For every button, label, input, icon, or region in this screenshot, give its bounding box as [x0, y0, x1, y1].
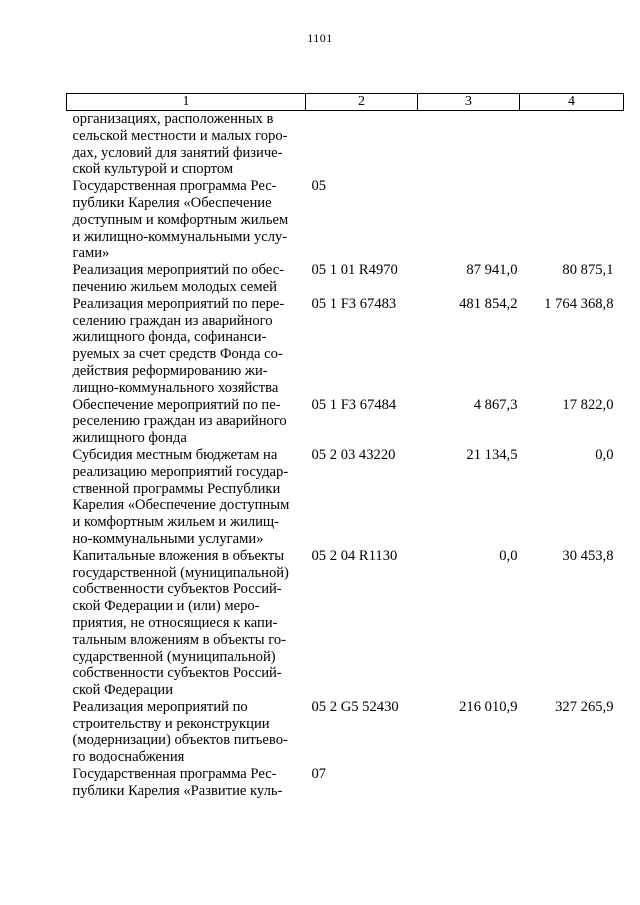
budget-table	[66, 93, 624, 800]
row-name-line: сельской местности и малых горо-	[72, 127, 288, 144]
row-value3-cell: 0,0	[499, 547, 518, 564]
row-name-line: и комфортным жильем и жилищ-	[72, 514, 280, 531]
table-row	[67, 262, 624, 296]
row-name-line: Обеспечение мероприятий по пе-	[72, 396, 281, 413]
row-name-line: государственной (муниципальной)	[72, 564, 289, 581]
row-name-line: руемых за счет средств Фонда со-	[72, 346, 283, 363]
row-value4-cell: 17 822,0	[562, 396, 614, 413]
row-name-cell	[67, 178, 306, 262]
row-code-cell: 05 1 F3 67483	[311, 295, 397, 312]
row-name-line: приятия, не относящиеся к капи-	[72, 614, 278, 631]
row-name-line: ской культурой и спортом	[72, 161, 234, 178]
row-value4-cell	[520, 766, 624, 800]
table-row	[67, 447, 624, 548]
row-name-line: действия реформированию жи-	[72, 362, 268, 379]
table-row	[67, 548, 624, 699]
row-name-line: Карелия «Обеспечение доступным	[72, 497, 290, 514]
column-header-1: 1	[67, 94, 306, 111]
row-value4-cell: 327 265,9	[555, 698, 614, 715]
row-name-line: Реализация мероприятий по обес-	[72, 262, 285, 279]
row-value3-cell	[418, 111, 520, 179]
row-name-line: собственности субъектов Россий-	[72, 665, 282, 682]
row-value3-cell: 481 854,2	[459, 295, 518, 312]
row-name-line: публики Карелия «Развитие куль-	[72, 782, 283, 799]
row-value4-cell: 30 453,8	[562, 547, 614, 564]
table-body	[67, 111, 624, 800]
row-code-cell: 05 1 01 R4970	[311, 262, 398, 279]
row-name-line: публики Карелия «Обеспечение	[72, 194, 272, 211]
row-name-line: тальным вложениям в объекты го-	[72, 631, 287, 648]
table-header-row	[67, 94, 624, 111]
row-name-cell	[67, 447, 306, 548]
row-value4-cell: 1 764 368,8	[544, 295, 614, 312]
column-header-2: 2	[306, 94, 418, 111]
row-name-line: организациях, расположенных в	[72, 111, 274, 127]
row-value4-cell: 0,0	[595, 446, 614, 463]
row-name-line: печению жильем молодых семей	[72, 278, 277, 295]
row-name-line: сударственной (муниципальной)	[72, 648, 276, 665]
row-code-cell: 05 1 F3 67484	[311, 396, 397, 413]
row-value3-cell: 21 134,5	[466, 446, 518, 463]
column-header-3: 3	[418, 94, 520, 111]
row-value4-cell	[520, 111, 624, 179]
row-code-cell: 07	[311, 766, 327, 783]
row-code-cell: 05 2 G5 52430	[311, 698, 399, 715]
column-header-4: 4	[520, 94, 624, 111]
row-name-line: го водоснабжения	[72, 749, 185, 766]
row-name-line: доступным и комфортным жильем	[72, 211, 289, 228]
row-name-line: жилищного фонда, софинанси-	[72, 329, 267, 346]
row-name-cell	[67, 548, 306, 699]
row-name-cell	[67, 699, 306, 766]
row-code-cell	[306, 111, 418, 179]
row-name-line: ственной программы Республики	[72, 480, 281, 497]
table-row	[67, 178, 624, 262]
table-row	[67, 111, 624, 179]
table-row	[67, 699, 624, 766]
row-name-line: но-коммунальными услугами»	[72, 530, 264, 547]
row-name-line: Реализация мероприятий по пере-	[72, 295, 285, 312]
row-name-line: Государственная программа Рес-	[72, 178, 277, 195]
page-number: 1101	[307, 31, 333, 45]
row-value3-cell: 87 941,0	[466, 262, 518, 279]
row-value3-cell	[418, 766, 520, 800]
row-name-cell	[67, 262, 306, 296]
row-name-cell	[67, 296, 306, 397]
row-name-line: (модернизации) объектов питьево-	[72, 732, 288, 749]
row-name-line: собственности субъектов Россий-	[72, 581, 282, 598]
row-name-line: дах, условий для занятий физиче-	[72, 144, 283, 161]
row-name-line: и жилищно-коммунальными услу-	[72, 228, 288, 245]
row-value3-cell: 216 010,9	[459, 698, 518, 715]
row-code-cell: 05	[311, 178, 327, 195]
row-name-line: лищно-коммунального хозяйства	[72, 379, 279, 396]
row-value3-cell: 4 867,3	[473, 396, 518, 413]
row-name-cell	[67, 766, 306, 800]
row-value4-cell: 80 875,1	[562, 262, 614, 279]
row-code-cell: 05 2 03 43220	[311, 446, 396, 463]
row-name-cell	[67, 397, 306, 447]
row-name-line: ской Федерации	[72, 682, 174, 699]
row-name-line: реселению граждан из аварийного	[72, 413, 287, 430]
row-name-line: селению граждан из аварийного	[72, 312, 273, 329]
row-name-cell	[67, 111, 306, 179]
table-row	[67, 397, 624, 447]
row-name-line: реализацию мероприятий государ-	[72, 463, 289, 480]
row-name-line: жилищного фонда	[72, 430, 187, 447]
row-value4-cell	[520, 178, 624, 262]
row-code-cell: 05 2 04 R1130	[311, 547, 398, 564]
row-name-line: ской Федерации и (или) меро-	[72, 598, 260, 615]
table-row	[67, 766, 624, 800]
row-name-line: Капитальные вложения в объекты	[72, 547, 285, 564]
table-row	[67, 296, 624, 397]
row-name-line: строительству и реконструкции	[72, 715, 270, 732]
row-name-line: Государственная программа Рес-	[72, 766, 277, 783]
row-name-line: Субсидия местным бюджетам на	[72, 446, 278, 463]
row-name-line: Реализация мероприятий по	[72, 698, 248, 715]
row-value3-cell	[418, 178, 520, 262]
row-name-line: гами»	[72, 245, 110, 262]
